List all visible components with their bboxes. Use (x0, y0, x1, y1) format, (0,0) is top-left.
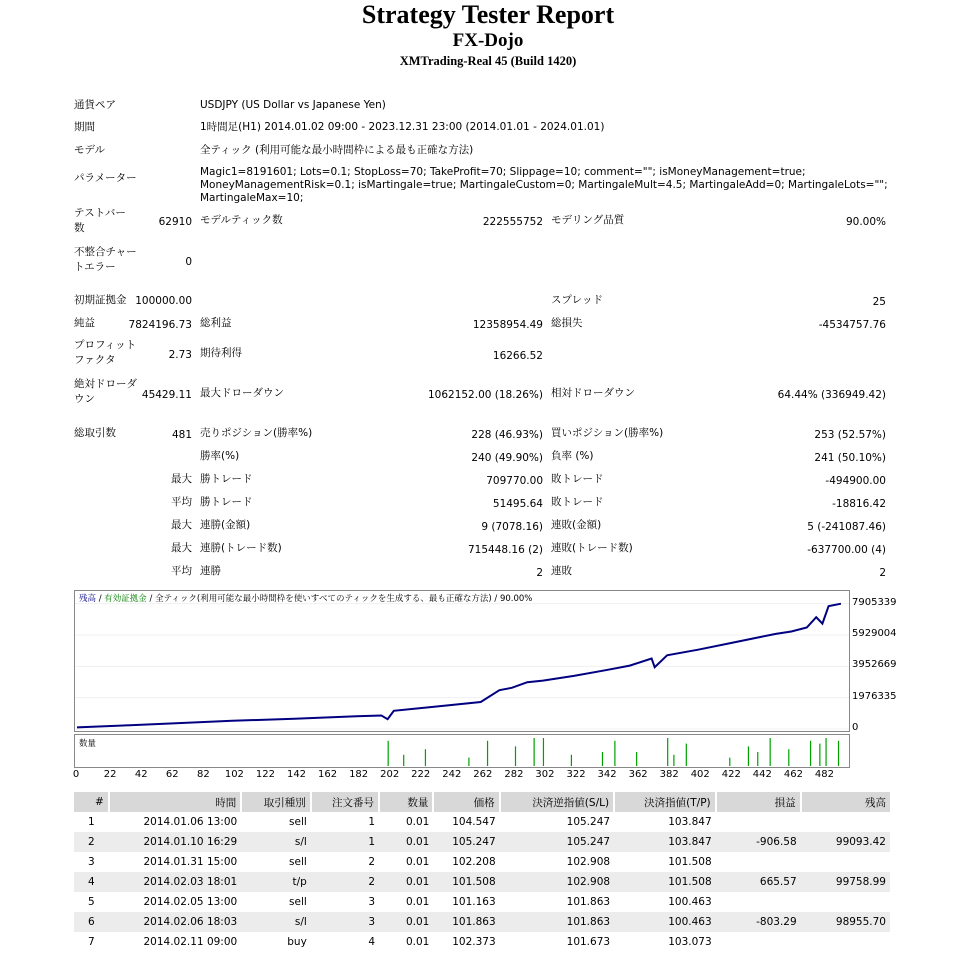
legend-equity: 有効証拠金 (104, 594, 147, 604)
expert-name: FX-Dojo (452, 30, 524, 51)
table-cell: 105.247 (500, 832, 614, 852)
avg-prefix: 平均 (171, 496, 192, 508)
table-row (74, 892, 890, 912)
table-cell: sell (289, 896, 307, 908)
y-tick-label: 1976335 (852, 690, 897, 702)
x-tick-label: 482 (814, 769, 835, 780)
table-cell: 665.57 (716, 872, 801, 892)
table-cell: 102.373 (452, 936, 496, 948)
gross-profit-label: 総利益 (200, 317, 232, 329)
gross-loss-value: -4534757.76 (818, 319, 886, 331)
x-tick-label: 102 (224, 769, 244, 780)
max-prefix-3: 最大 (171, 542, 192, 554)
table-cell: 1 (368, 816, 375, 828)
table-cell: buy (287, 936, 307, 948)
table-cell: 2 (368, 856, 375, 868)
table-cell: 3 (368, 896, 375, 908)
volume-bar (838, 741, 839, 766)
symbol-value: USDJPY (US Dollar vs Japanese Yen) (200, 99, 386, 111)
x-tick-label: 362 (628, 769, 648, 780)
max-drawdown-label: 最大ドローダウン (200, 387, 284, 399)
server-build: XMTrading-Real 45 (Build 1420) (399, 54, 577, 68)
table-cell: 105.247 (566, 816, 611, 828)
column-header[interactable]: 損益 (716, 792, 801, 812)
loss-rate-value: 241 (50.10%) (814, 452, 886, 464)
ticks-value: 222555752 (482, 216, 543, 228)
volume-bar (534, 738, 535, 766)
max-win-label: 勝トレード (200, 473, 253, 485)
avg-cons-loss-value: 2 (879, 567, 886, 579)
avg-win-label: 勝トレード (200, 496, 253, 508)
x-tick-label: 302 (535, 769, 555, 780)
expected-payoff-value: 16266.52 (492, 350, 543, 362)
y-tick-label: 0 (852, 722, 859, 733)
column-header[interactable]: 決済指値(T/P) (614, 792, 716, 812)
x-tick-label: 442 (752, 769, 772, 780)
volume-bar (636, 752, 637, 766)
table-cell: 7 (88, 936, 95, 948)
period-label: 期間 (74, 121, 95, 133)
legend-sep-1: / (96, 594, 105, 604)
column-header[interactable]: 取引種別 (241, 792, 311, 812)
table-cell: 103.847 (668, 816, 712, 828)
avg-cons-win-label: 連勝 (200, 565, 221, 577)
column-header[interactable]: 価格 (433, 792, 499, 812)
table-cell: 101.508 (668, 856, 712, 868)
volume-bar (602, 752, 603, 766)
long-positions-label: 買いポジション(勝率%) (551, 427, 664, 439)
volume-bar (748, 746, 749, 766)
rel-drawdown-label: 相対ドローダウン (551, 387, 635, 399)
table-cell (801, 892, 890, 912)
table-cell: 0.01 (405, 816, 430, 828)
quality-value: 90.00% (845, 216, 886, 228)
spread-label: スプレッド (551, 294, 603, 306)
table-cell (801, 852, 890, 872)
deposit-label: 初期証拠金 (74, 294, 127, 306)
table-cell: 2014.02.06 18:03 (109, 912, 241, 932)
abs-drawdown-value: 45429.11 (141, 389, 192, 401)
table-cell: 102.908 (566, 856, 611, 868)
cons-win-trades-value: 715448.16 (2) (468, 544, 543, 556)
win-rate-label: 勝率(%) (200, 450, 240, 462)
x-tick-label: 402 (690, 769, 710, 780)
profit-factor-label: プロフィットファクタ (74, 339, 137, 366)
table-cell: 101.673 (566, 936, 611, 948)
table-cell: 1 (311, 832, 379, 852)
long-positions-value: 253 (52.57%) (814, 429, 886, 441)
x-tick-label: 62 (165, 769, 179, 780)
table-cell: 4 (368, 936, 375, 948)
table-cell: 103.073 (668, 936, 712, 948)
cons-loss-trades-label: 連敗(トレード数) (551, 542, 633, 554)
volume-bar (468, 758, 469, 766)
column-header[interactable]: 決済逆指値(S/L) (500, 792, 614, 812)
table-cell: 99758.99 (801, 872, 890, 892)
table-cell: 3 (311, 912, 379, 932)
x-tick-label: 122 (255, 769, 275, 780)
parameters-value: Magic1=8191601; Lots=0.1; StopLoss=70; TakeProfit=70; Slippage=10; comment=""; isMoneyManagement=true; MoneyManagementRisk=0.1; isMartingale=true; MartingaleCustom=0; MartingaleMult=4.5; MartingaleAdd=0; MartingaleLots=""; MartingaleMax=10; (200, 166, 888, 204)
table-row (74, 832, 890, 852)
legend-model: 全ティック(利用可能な最小時間枠を使いすべてのティックを生成する、最も正確な方法) / 90.00% (155, 594, 533, 604)
table-cell: 104.547 (452, 816, 496, 828)
table-cell: 101.508 (614, 872, 716, 892)
table-cell: 4 (74, 872, 109, 892)
table-row (74, 812, 890, 832)
cons-loss-money-label: 連敗(金額) (551, 519, 602, 531)
deals-table (74, 792, 890, 952)
table-cell: 0.01 (379, 872, 433, 892)
column-header[interactable]: 数量 (379, 792, 433, 812)
column-header[interactable]: # (74, 792, 109, 812)
net-profit-value: 7824196.73 (128, 319, 192, 331)
rel-drawdown-value: 64.44% (336949.42) (777, 389, 886, 401)
volume-bar (788, 749, 789, 766)
table-cell: 0.01 (405, 936, 430, 948)
table-cell: 101.863 (566, 896, 611, 908)
ticks-label: モデルティック数 (200, 214, 283, 226)
profit-factor-value: 2.73 (168, 349, 192, 361)
table-cell: 99093.42 (801, 832, 890, 852)
x-tick-label: 322 (566, 769, 586, 780)
bars-label: テストバー数 (74, 207, 126, 234)
short-positions-value: 228 (46.93%) (471, 429, 543, 441)
max-loss-value: -494900.00 (825, 475, 886, 487)
volume-bar (571, 755, 572, 766)
gross-profit-value: 12358954.49 (472, 319, 543, 331)
max-drawdown-value: 1062152.00 (18.26%) (427, 389, 543, 401)
legend-sep-2: / (146, 594, 156, 604)
loss-rate-label: 負率 (%) (551, 450, 594, 462)
volume-bar (810, 741, 811, 766)
volume-bar (403, 755, 404, 766)
x-tick-label: 0 (72, 769, 80, 780)
mismatch-label: 不整合チャートエラー (74, 246, 137, 273)
deals-table-body (74, 812, 890, 952)
table-cell: 2014.02.11 09:00 (143, 936, 238, 948)
avg-loss-value: -18816.42 (832, 498, 886, 510)
volume-bar (819, 744, 820, 766)
table-cell (716, 932, 801, 952)
x-tick-label: 42 (134, 769, 148, 780)
table-cell: 2 (74, 832, 109, 852)
table-cell (716, 812, 801, 832)
x-tick-label: 242 (442, 769, 462, 780)
max-loss-label: 敗トレード (551, 473, 604, 485)
volume-bar (487, 741, 488, 766)
column-header[interactable]: 残高 (801, 792, 890, 812)
volume-bar (614, 741, 615, 766)
total-trades-label: 総取引数 (74, 427, 116, 439)
table-cell: 103.847 (614, 832, 716, 852)
volume-bar (667, 738, 668, 766)
x-tick-label: 222 (411, 769, 431, 780)
total-trades-value: 481 (171, 429, 192, 441)
table-cell: 101.508 (433, 872, 499, 892)
bars-value: 62910 (158, 216, 192, 228)
period-value: 1時間足(H1) 2014.01.02 09:00 - 2023.12.31 23:00 (2014.01.01 - 2024.01.01) (200, 121, 605, 133)
table-cell (716, 852, 801, 872)
table-cell: s/l (241, 912, 311, 932)
volume-bar (673, 755, 674, 766)
model-label: モデル (74, 144, 105, 156)
table-cell (801, 812, 890, 832)
avg-loss-label: 敗トレード (551, 496, 604, 508)
table-cell: 100.463 (668, 896, 712, 908)
table-cell: -803.29 (716, 912, 801, 932)
table-cell: 0.01 (405, 896, 430, 908)
volume-bar (757, 752, 758, 766)
x-tick-label: 22 (103, 769, 117, 780)
balance-chart-plot (75, 591, 849, 731)
deals-table-header (74, 792, 890, 812)
table-cell: s/l (241, 832, 311, 852)
volume-bar (686, 744, 687, 766)
x-tick-label: 462 (783, 769, 803, 780)
y-tick-label: 5929004 (852, 628, 897, 639)
table-cell: 2014.02.03 18:01 (109, 872, 241, 892)
parameters-label: パラメーター (74, 172, 137, 184)
volume-chart-plot (75, 735, 849, 767)
table-row (74, 912, 890, 932)
max-win-value: 709770.00 (486, 475, 543, 487)
x-tick-label: 202 (380, 769, 400, 780)
table-row (74, 872, 890, 892)
x-tick-label: 182 (349, 769, 369, 780)
table-cell: 105.247 (433, 832, 499, 852)
table-cell: 102.208 (452, 856, 496, 868)
deposit-value: 100000.00 (135, 295, 192, 307)
quality-label: モデリング品質 (551, 214, 625, 226)
table-cell: 0.01 (379, 912, 433, 932)
legend-balance: 残高 (79, 594, 97, 604)
table-cell: 3 (88, 856, 95, 868)
cons-win-trades-label: 連勝(トレード数) (200, 542, 282, 554)
column-header[interactable]: 時間 (109, 792, 241, 812)
x-tick-label: 382 (659, 769, 679, 780)
table-cell: -906.58 (716, 832, 801, 852)
model-value: 全ティック (利用可能な最小時間枠による最も正確な方法) (200, 144, 474, 156)
volume-bar (515, 746, 516, 766)
table-cell: 0.01 (405, 856, 430, 868)
x-tick-label: 422 (721, 769, 741, 780)
volume-bar (825, 738, 826, 766)
table-row (74, 932, 890, 952)
x-tick-label: 162 (318, 769, 338, 780)
table-cell: 2 (311, 872, 379, 892)
max-prefix-2: 最大 (171, 519, 192, 531)
volume-bar (543, 738, 544, 766)
expected-payoff-label: 期待利得 (200, 347, 242, 359)
balance-line (77, 604, 841, 728)
table-cell: 102.908 (500, 872, 614, 892)
cons-loss-trades-value: -637700.00 (4) (807, 544, 886, 556)
volume-label: 数量 (79, 739, 97, 749)
table-cell: 2014.01.31 15:00 (143, 856, 238, 868)
table-cell: 6 (74, 912, 109, 932)
table-cell: 101.863 (433, 912, 499, 932)
y-tick-label: 7905339 (852, 596, 897, 608)
table-cell: sell (289, 816, 307, 828)
table-cell: 98955.70 (801, 912, 890, 932)
volume-bar (388, 741, 389, 766)
report-title: Strategy Tester Report (361, 0, 615, 29)
table-cell: 1 (88, 816, 95, 828)
volume-bar (425, 749, 426, 766)
x-tick-label: 262 (473, 769, 493, 780)
x-tick-label: 142 (286, 769, 307, 780)
gross-loss-label: 総損失 (551, 317, 583, 329)
avg-prefix-2: 平均 (171, 565, 192, 577)
short-positions-label: 売りポジション(勝率%) (200, 427, 313, 439)
x-tick-label: 82 (196, 769, 210, 780)
table-cell: 2014.02.05 13:00 (143, 896, 238, 908)
table-cell: sell (289, 856, 307, 868)
table-cell: 101.863 (500, 912, 614, 932)
table-cell (716, 892, 801, 912)
avg-win-value: 51495.64 (492, 498, 543, 510)
table-cell: 5 (88, 896, 95, 908)
spread-value: 25 (872, 296, 886, 308)
table-cell (801, 932, 890, 952)
table-cell: 101.163 (452, 896, 496, 908)
max-prefix: 最大 (171, 473, 192, 485)
abs-drawdown-label: 絶対ドローダウン (74, 378, 137, 405)
x-tick-label: 282 (504, 769, 524, 780)
cons-win-money-value: 9 (7078.16) (481, 521, 543, 533)
table-row (74, 852, 890, 872)
volume-bar (770, 738, 771, 766)
table-cell: 2014.01.06 13:00 (143, 816, 238, 828)
balance-chart (74, 590, 850, 732)
win-rate-value: 240 (49.90%) (471, 452, 543, 464)
table-cell: 100.463 (614, 912, 716, 932)
table-cell: 0.01 (379, 832, 433, 852)
y-tick-label: 3952669 (852, 659, 897, 671)
column-header[interactable]: 注文番号 (311, 792, 379, 812)
volume-bar (729, 758, 730, 766)
x-tick-label: 342 (597, 769, 617, 780)
cons-loss-money-value: 5 (-241087.46) (807, 521, 886, 533)
symbol-label: 通貨ペア (74, 99, 116, 111)
avg-cons-loss-label: 連敗 (551, 565, 572, 577)
table-cell: t/p (241, 872, 311, 892)
cons-win-money-label: 連勝(金額) (200, 519, 251, 531)
mismatch-value: 0 (185, 256, 192, 268)
table-cell: 2014.01.10 16:29 (109, 832, 241, 852)
net-profit-label: 純益 (74, 317, 95, 329)
volume-chart (74, 734, 850, 768)
avg-cons-win-value: 2 (536, 567, 543, 579)
